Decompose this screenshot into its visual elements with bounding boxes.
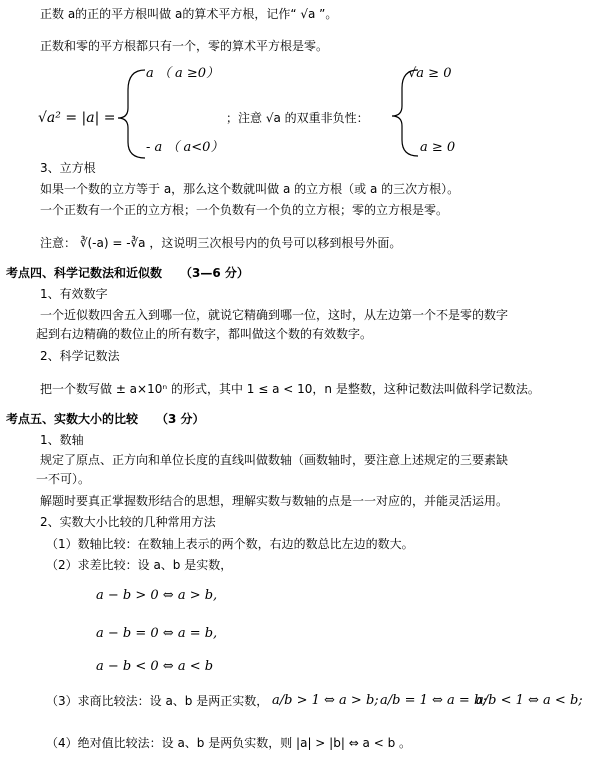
case-negative: - a （ a<0） — [146, 140, 224, 155]
diff-positive: a − b > 0 ⇔ a > b, — [96, 588, 218, 603]
number-line-para-1: 规定了原点、正方向和单位长度的直线叫做数轴（画数轴时，要注意上述规定的三要素缺 — [40, 453, 509, 467]
method-1: （1）数轴比较：在数轴上表示的两个数，右边的数总比左边的数大。 — [46, 537, 414, 551]
quotient-equal: a/b = 1 ⇔ a = b; — [380, 693, 487, 708]
double-nonnegativity-note: ；注意 √a 的双重非负性： — [226, 111, 369, 125]
abs-formula-left: √a² = |a| = — [38, 110, 116, 126]
quotient-less: a/b < 1 ⇔ a < b; — [476, 693, 583, 708]
method-2: （2）求差比较：设 a、b 是实数， — [46, 558, 233, 572]
line-unique-root: 正数和零的平方根都只有一个，零的算术平方根是零。 — [40, 39, 329, 53]
number-line-heading: 1、数轴 — [40, 433, 84, 447]
method-3: （3）求商比较法：设 a、b 是两正实数， — [46, 694, 269, 708]
cube-root-signs: 一个正数有一个正的立方根；一个负数有一个负的立方根；零的立方根是零。 — [40, 203, 449, 217]
cube-root-heading: 3、立方根 — [40, 161, 96, 175]
nonneg-radicand: a ≥ 0 — [420, 140, 456, 155]
section-5-heading: 考点五、实数大小的比较 （3 分） — [6, 412, 205, 426]
quotient-greater: a/b > 1 ⇔ a > b; — [272, 693, 379, 708]
method-4: （4）绝对值比较法：设 a、b 是两负实数，则 |a| > |b| ⇔ a < b 。 — [46, 736, 412, 750]
number-line-para-3: 解题时要真正掌握数形结合的思想，理解实数与数轴的点是一一对应的，并能灵活运用。 — [40, 494, 509, 508]
sig-fig-para-2: 起到右边精确的数位止的所有数字，都叫做这个数的有效数字。 — [36, 327, 373, 341]
case-nonnegative: a （ a ≥0） — [146, 66, 220, 81]
cube-root-note: 注意： ∛(-a) = -∛a ，这说明三次根号内的负号可以移到根号外面。 — [40, 236, 402, 250]
sig-fig-heading: 1、有效数字 — [40, 287, 108, 301]
compare-methods-heading: 2、实数大小比较的几种常用方法 — [40, 515, 216, 529]
diff-zero: a − b = 0 ⇔ a = b, — [96, 626, 218, 641]
sig-fig-para-1: 一个近似数四舍五入到哪一位，就说它精确到哪一位，这时，从左边第一个不是零的数字 — [40, 308, 509, 322]
line-principal-root: 正数 a的正的平方根叫做 a的算术平方根，记作“ √a ”。 — [40, 7, 338, 21]
cube-root-def: 如果一个数的立方等于 a，那么这个数就叫做 a 的立方根（或 a 的三次方根）。 — [40, 182, 460, 196]
diff-negative: a − b < 0 ⇔ a < b — [96, 659, 214, 674]
sci-notation-para: 把一个数写做 ± a×10ⁿ 的形式，其中 1 ≤ a < 10，n 是整数，这种记数法叫做科学记数法。 — [40, 382, 540, 396]
section-4-heading: 考点四、科学记数法和近似数 （3—6 分） — [6, 266, 249, 280]
sci-notation-heading: 2、科学记数法 — [40, 349, 120, 363]
nonneg-root: √a ≥ 0 — [408, 66, 452, 81]
number-line-para-2: 一不可）。 — [36, 472, 91, 486]
